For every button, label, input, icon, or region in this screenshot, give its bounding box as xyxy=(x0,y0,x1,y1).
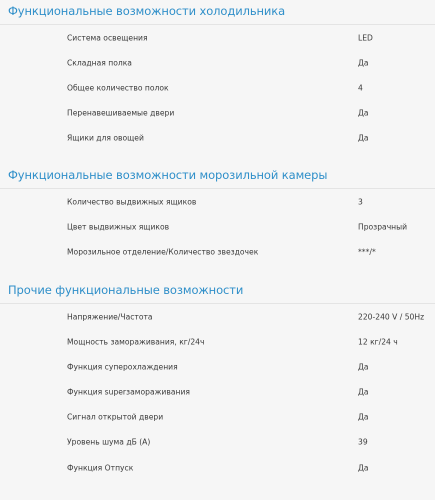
spec-value: Да xyxy=(358,133,369,143)
section-divider xyxy=(0,303,435,304)
spec-row xyxy=(0,26,435,50)
spec-row xyxy=(0,190,435,214)
spec-value: 12 кг/24 ч xyxy=(358,337,398,347)
spec-value: 220-240 V / 50Hz xyxy=(358,312,425,322)
section-divider xyxy=(0,188,435,189)
spec-value: LED xyxy=(358,33,373,43)
section-divider xyxy=(0,24,435,25)
spec-row xyxy=(0,126,435,150)
spec-label: Общее количество полок xyxy=(67,83,169,93)
spec-value: Да xyxy=(358,362,369,372)
spec-row xyxy=(0,430,435,454)
spec-label: Количество выдвижных ящиков xyxy=(67,197,197,207)
spec-value: Да xyxy=(358,463,369,473)
section-title-freezer: Функциональные возможности морозильной камеры xyxy=(8,168,328,182)
spec-value: Прозрачный xyxy=(358,222,408,232)
section-title-fridge: Функциональные возможности холодильника xyxy=(8,4,286,18)
spec-label: Функция superзамораживания xyxy=(67,387,190,397)
spec-value: Да xyxy=(358,412,369,422)
spec-row xyxy=(0,240,435,264)
spec-label: Напряжение/Частота xyxy=(67,312,153,322)
spec-row xyxy=(0,101,435,125)
spec-label: Ящики для овощей xyxy=(67,133,144,143)
spec-label: Цвет выдвижных ящиков xyxy=(67,222,170,232)
spec-value: 3 xyxy=(358,197,363,207)
spec-row xyxy=(0,380,435,404)
spec-label: Морозильное отделение/Количество звездочек xyxy=(67,247,259,257)
section-title-other: Прочие функциональные возможности xyxy=(8,283,244,297)
spec-label: Функция Отпуск xyxy=(67,463,134,473)
spec-label: Складная полка xyxy=(67,58,132,68)
spec-label: Уровень шума дБ (А) xyxy=(67,437,151,447)
spec-row xyxy=(0,330,435,354)
spec-label: Система освещения xyxy=(67,33,148,43)
spec-row xyxy=(0,305,435,329)
spec-value: Да xyxy=(358,387,369,397)
spec-row xyxy=(0,51,435,75)
spec-value: Да xyxy=(358,58,369,68)
spec-value: ***/* xyxy=(358,247,376,257)
spec-label: Перенавешиваемые двери xyxy=(67,108,175,118)
spec-row xyxy=(0,405,435,429)
spec-value: Да xyxy=(358,108,369,118)
spec-row xyxy=(0,76,435,100)
spec-value: 4 xyxy=(358,83,363,93)
spec-label: Сигнал открытой двери xyxy=(67,412,164,422)
spec-row xyxy=(0,355,435,379)
spec-row xyxy=(0,456,435,480)
spec-row xyxy=(0,215,435,239)
spec-value: 39 xyxy=(358,437,368,447)
spec-label: Мощность замораживания, кг/24ч xyxy=(67,337,205,347)
spec-label: Функция суперохлаждения xyxy=(67,362,178,372)
